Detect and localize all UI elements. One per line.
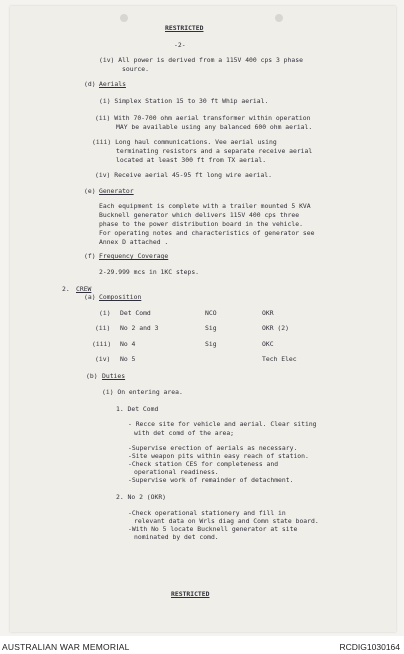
crew-row-num: (i): [99, 309, 111, 317]
det-comd-line: with det comd of the area;: [134, 429, 235, 437]
composition-num: (a): [84, 293, 96, 301]
footer-record-id: RCDIG1030164: [339, 642, 400, 652]
aerials-iii-line: (iii) Long haul communications. Vee aerial using: [92, 138, 277, 146]
aerials-ii-line: (ii) With 70-700 ohm aerial transformer within operation: [95, 114, 311, 122]
power-iv-line: source.: [122, 65, 149, 73]
crew-row-role: Det Comd: [120, 309, 151, 317]
classification-bottom: RESTRICTED: [171, 590, 210, 598]
crew-heading: CREW: [76, 285, 92, 293]
det-comd-line: -Supervise work of remainder of detachment.: [128, 476, 294, 484]
section-d-heading: Aerials: [99, 80, 126, 88]
no2-heading: 2. No 2 (OKR): [116, 493, 167, 501]
generator-line: For operating notes and characteristics of generator see: [99, 229, 315, 237]
generator-line: phase to the power distribution board in the vehicle.: [99, 220, 303, 228]
classification-top: RESTRICTED: [165, 24, 204, 32]
power-iv-line: (iv) All power is derived from a 115V 400 cps 3 phase: [99, 56, 303, 64]
section-d-num: (d): [84, 80, 96, 88]
det-comd-line: -Site weapon pits within easy reach of station.: [128, 452, 309, 460]
no2-line: -With No 5 locate Bucknell generator at site: [128, 525, 298, 533]
crew-row-trade: OKR: [262, 309, 274, 317]
page-number: -2-: [174, 41, 186, 49]
crew-row-rank: Sig: [205, 340, 217, 348]
aerials-iii-line: located at least 300 ft from TX aerial.: [116, 156, 267, 164]
det-comd-line: operational readiness.: [134, 468, 219, 476]
det-comd-heading: 1. Det Comd: [116, 405, 159, 413]
section-2-num: 2.: [62, 285, 70, 293]
section-e-num: (e): [84, 187, 96, 195]
crew-row-num: (iii): [92, 340, 112, 348]
section-f-heading: Frequency Coverage: [99, 252, 169, 260]
composition-heading: Composition: [99, 293, 142, 301]
no2-line: nominated by det comd.: [134, 533, 219, 541]
det-comd-line: - Recce site for vehicle and aerial. Clear siting: [128, 420, 317, 428]
aerials-iii-line: terminating resistors and a separate receive aerial: [116, 147, 313, 155]
det-comd-line: -Supervise erection of aerials as necessary.: [128, 444, 298, 452]
crew-row-role: No 2 and 3: [120, 324, 159, 332]
punch-hole: [120, 14, 128, 22]
det-comd-line: -Check station CES for completeness and: [128, 460, 279, 468]
generator-line: Each equipment is complete with a trailer mounted 5 KVA: [99, 202, 311, 210]
duties-num: (b): [86, 372, 98, 380]
punch-hole: [275, 14, 283, 22]
crew-row-rank: NCO: [205, 309, 217, 317]
crew-row-trade: Tech Elec: [262, 355, 297, 363]
crew-row-num: (ii): [95, 324, 111, 332]
crew-row-num: (iv): [95, 355, 111, 363]
aerials-ii-line: MAY be available using any balanced 600 ohm aerial.: [116, 123, 313, 131]
crew-row-trade: OKC: [262, 340, 274, 348]
frequency-line: 2-29.999 mcs in 1KC steps.: [99, 268, 200, 276]
crew-row-trade: OKR (2): [262, 324, 289, 332]
duties-entering: (i) On entering area.: [102, 388, 183, 396]
aerials-iv: (iv) Receive aerial 45-95 ft long wire aerial.: [95, 171, 272, 179]
aerials-i: (i) Simplex Station 15 to 30 ft Whip aerial.: [99, 97, 269, 105]
generator-line: Bucknell generator which delivers 115V 400 cps three: [99, 211, 300, 219]
section-e-heading: Generator: [99, 187, 134, 195]
generator-line: Annex D attached .: [99, 238, 169, 246]
no2-line: -Check operational stationery and fill in: [128, 509, 286, 517]
no2-line: relevant data on Wrls diag and Comn state board.: [134, 517, 319, 525]
archive-footer: [0, 636, 404, 654]
crew-row-role: No 4: [120, 340, 136, 348]
crew-row-role: No 5: [120, 355, 136, 363]
crew-row-rank: Sig: [205, 324, 217, 332]
section-f-num: (f): [84, 252, 96, 260]
duties-heading: Duties: [102, 372, 126, 380]
footer-institution: AUSTRALIAN WAR MEMORIAL: [2, 642, 130, 652]
